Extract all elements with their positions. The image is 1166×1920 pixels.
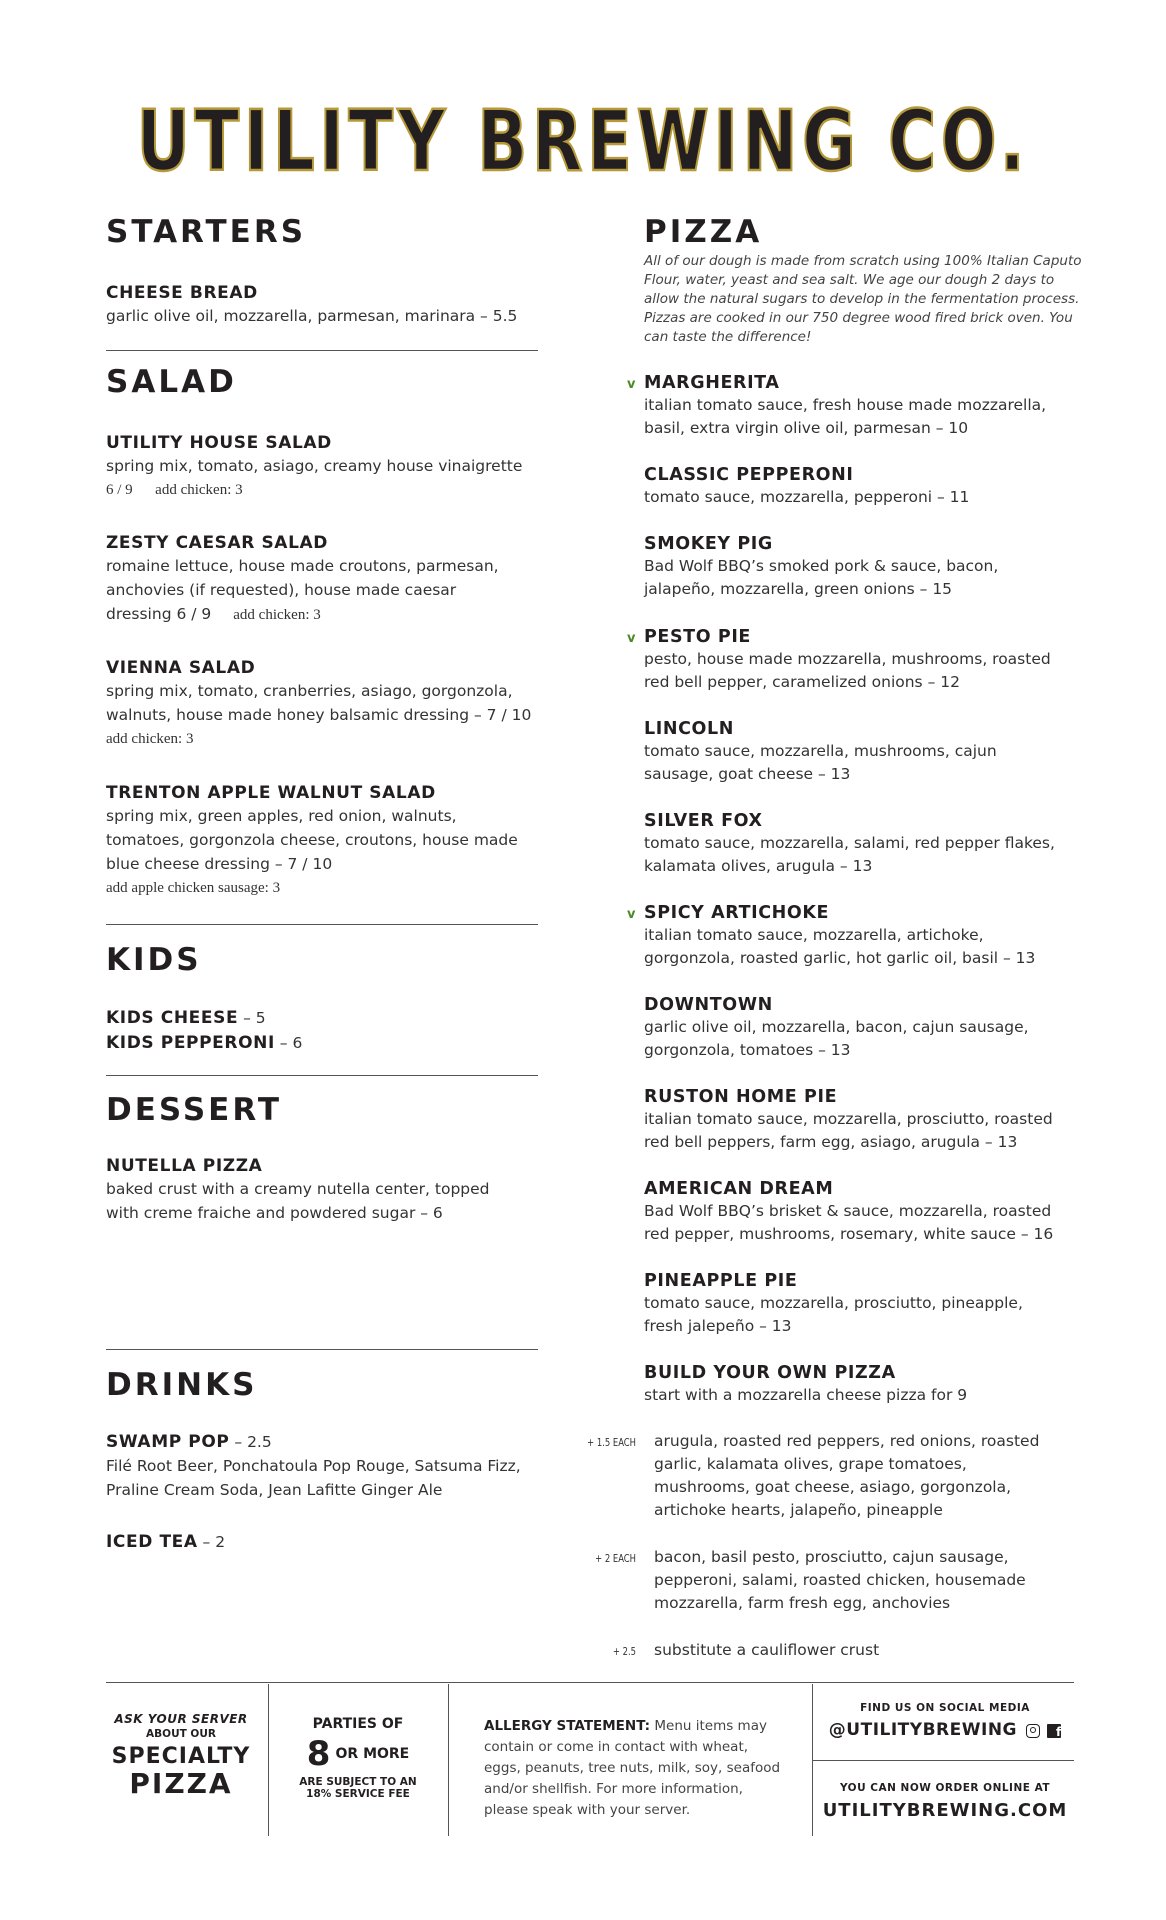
item-desc: jalapeño, mozzarella, green onions – 15 [644, 580, 953, 598]
brand-logo: UTILITY BREWING CO. [136, 92, 1030, 190]
addon-price-label: + 2.5 [612, 1645, 636, 1658]
pizza-item-margherita [644, 372, 1084, 440]
online-label: YOU CAN NOW ORDER ONLINE AT [839, 1782, 1051, 1794]
item-name: LINCOLN [644, 719, 735, 739]
social-media-block [820, 1702, 1070, 1740]
item-name: BUILD YOUR OWN PIZZA [644, 1363, 896, 1383]
pizza-item-classic-pepperoni [644, 464, 1084, 509]
allergy-line: Menu items may [650, 1718, 767, 1734]
vegetarian-icon: v [627, 631, 636, 646]
social-handle[interactable]: @UTILITYBREWING [828, 1720, 1018, 1740]
addon-line: arugula, roasted red peppers, red onions, roasted [654, 1432, 1040, 1450]
item-desc: walnuts, house made honey balsamic dressing – 7 / 10 [106, 706, 532, 724]
menu-item-utility-house-salad [106, 432, 546, 502]
item-desc: tomato sauce, mozzarella, prosciutto, pineapple, [644, 1294, 1023, 1312]
menu-item-kids-cheese [106, 1006, 546, 1030]
item-desc: blue cheese dressing – 7 / 10 [106, 855, 333, 873]
intro-line: Pizzas are cooked in our 750 degree wood fired brick oven. You [644, 310, 1073, 326]
intro-line: Flour, water, yeast and sea salt. We age our dough 2 days to [644, 272, 1055, 288]
item-desc: dressing 6 / 9 [106, 605, 212, 623]
item-name: TRENTON APPLE WALNUT SALAD [106, 783, 436, 803]
item-name: SILVER FOX [644, 811, 763, 831]
footer-separator [448, 1684, 449, 1836]
item-desc: garlic olive oil, mozzarella, parmesan, marinara – 5.5 [106, 307, 518, 325]
item-desc: tomato sauce, mozzarella, salami, red pepper flakes, [644, 834, 1055, 852]
item-desc: Bad Wolf BBQ’s smoked pork & sauce, bacon, [644, 557, 999, 575]
addon-list [654, 1546, 1074, 1615]
item-desc: fresh jalepeño – 13 [644, 1317, 792, 1335]
pizza-item-pesto-pie [644, 626, 1084, 694]
item-desc: romaine lettuce, house made croutons, parmesan, [106, 557, 499, 575]
item-price: – 2 [197, 1533, 226, 1551]
addon-line: artichoke hearts, jalapeño, pineapple [654, 1501, 943, 1519]
pizza-item-build-your-own [644, 1362, 1084, 1407]
item-name: KIDS CHEESE [106, 1008, 239, 1028]
menu-item-vienna-salad [106, 657, 546, 751]
item-desc: kalamata olives, arugula – 13 [644, 857, 873, 875]
divider [106, 924, 538, 925]
item-name: CLASSIC PEPPERONI [644, 465, 854, 485]
instagram-icon[interactable] [1026, 1724, 1040, 1738]
section-title-kids: KIDS [106, 942, 202, 978]
item-name: PESTO PIE [644, 627, 751, 647]
specialty-pizza-callout [106, 1712, 256, 1799]
item-name: ICED TEA [106, 1532, 198, 1552]
allergy-line: please speak with your server. [484, 1802, 691, 1818]
item-name: KIDS PEPPERONI [106, 1033, 275, 1053]
item-name: VIENNA SALAD [106, 658, 256, 678]
addon-line: substitute a cauliflower crust [654, 1641, 880, 1659]
item-name: ZESTY CAESAR SALAD [106, 533, 328, 553]
online-order-block [820, 1782, 1070, 1821]
item-desc: Bad Wolf BBQ’s brisket & sauce, mozzarella, roasted [644, 1202, 1052, 1220]
divider [106, 350, 538, 351]
vegetarian-icon: v [627, 907, 636, 922]
item-desc: gorgonzola, tomatoes – 13 [644, 1041, 851, 1059]
item-desc: Filé Root Beer, Ponchatoula Pop Rouge, Satsuma Fizz, [106, 1457, 521, 1475]
addon-price-label: + 1.5 EACH [587, 1436, 636, 1449]
party-size-number: 8 [306, 1734, 331, 1774]
menu-item-trenton-apple-walnut-salad [106, 782, 546, 900]
notice-line: 18% SERVICE FEE [306, 1788, 410, 1800]
item-name: UTILITY HOUSE SALAD [106, 433, 332, 453]
item-note: 6 / 9 add chicken: 3 [106, 482, 243, 498]
addon-line: mozzarella, farm fresh egg, anchovies [654, 1594, 951, 1612]
item-name: RUSTON HOME PIE [644, 1087, 838, 1107]
item-name: SPICY ARTICHOKE [644, 903, 830, 923]
item-desc: spring mix, green apples, red onion, walnuts, [106, 807, 457, 825]
item-note: add chicken: 3 [106, 731, 194, 747]
item-desc: italian tomato sauce, fresh house made mozzarella, [644, 396, 1047, 414]
item-desc: start with a mozzarella cheese pizza for 9 [644, 1386, 968, 1404]
callout-line: ASK YOUR SERVER [114, 1712, 248, 1726]
addon-price-label: + 2 EACH [595, 1552, 636, 1565]
vegetarian-icon: v [627, 377, 636, 392]
intro-line: All of our dough is made from scratch using 100% Italian Caputo [644, 253, 1082, 269]
menu-item-nutella-pizza [106, 1155, 546, 1225]
item-desc: baked crust with a creamy nutella center, topped [106, 1180, 490, 1198]
facebook-icon[interactable]: f [1047, 1724, 1061, 1738]
callout-line: ABOUT OUR [146, 1728, 216, 1740]
section-title-salad: SALAD [106, 364, 237, 400]
divider [106, 1349, 538, 1350]
section-title-drinks: DRINKS [106, 1367, 258, 1403]
pizza-item-silver-fox [644, 810, 1084, 878]
item-desc: anchovies (if requested), house made caesar [106, 581, 457, 599]
pizza-item-smokey-pig [644, 533, 1084, 601]
pizza-item-lincoln [644, 718, 1084, 786]
section-title-pizza: PIZZA [644, 214, 763, 250]
pizza-item-downtown [644, 994, 1084, 1062]
divider [106, 1075, 538, 1076]
menu-item-cheese-bread [106, 282, 546, 328]
pizza-item-spicy-artichoke [644, 902, 1084, 970]
website-link[interactable]: UTILITYBREWING.COM [822, 1800, 1068, 1821]
addon-list [654, 1430, 1074, 1522]
item-price: – 2.5 [229, 1433, 272, 1451]
menu-item-iced-tea [106, 1530, 546, 1554]
item-desc: italian tomato sauce, mozzarella, prosciutto, roasted [644, 1110, 1053, 1128]
intro-line: can taste the difference! [644, 329, 812, 345]
addon-line: bacon, basil pesto, prosciutto, cajun sausage, [654, 1548, 1009, 1566]
pizza-item-american-dream [644, 1178, 1084, 1246]
menu-item-swamp-pop [106, 1430, 546, 1502]
notice-line: OR MORE [335, 1746, 410, 1762]
item-name: SWAMP POP [106, 1432, 230, 1452]
footer-separator [268, 1684, 269, 1836]
item-desc: gorgonzola, roasted garlic, hot garlic oil, basil – 13 [644, 949, 1036, 967]
item-desc: sausage, goat cheese – 13 [644, 765, 851, 783]
service-fee-notice [280, 1716, 436, 1800]
pizza-intro [644, 252, 1084, 347]
addon-line: mushrooms, goat cheese, asiago, gorgonzola, [654, 1478, 1012, 1496]
item-desc: garlic olive oil, mozzarella, bacon, cajun sausage, [644, 1018, 1029, 1036]
item-desc: pesto, house made mozzarella, mushrooms, roasted [644, 650, 1051, 668]
footer-divider [812, 1760, 1074, 1761]
item-desc: red bell pepper, caramelized onions – 12 [644, 673, 960, 691]
allergy-line: and/or shellfish. For more information, [484, 1781, 743, 1797]
notice-line: ARE SUBJECT TO AN [299, 1776, 417, 1788]
callout-line: SPECIALTY [111, 1744, 251, 1769]
addon-line: pepperoni, salami, roasted chicken, housemade [654, 1571, 1026, 1589]
item-name: DOWNTOWN [644, 995, 773, 1015]
menu-item-zesty-caesar-salad [106, 532, 546, 627]
pizza-item-pineapple-pie [644, 1270, 1084, 1338]
item-name: PINEAPPLE PIE [644, 1271, 798, 1291]
item-name: NUTELLA PIZZA [106, 1156, 263, 1176]
item-name: AMERICAN DREAM [644, 1179, 834, 1199]
item-desc: spring mix, tomato, cranberries, asiago, gorgonzola, [106, 682, 513, 700]
item-note: add apple chicken sausage: 3 [106, 880, 281, 896]
item-desc: red bell peppers, farm egg, asiago, arugula – 13 [644, 1133, 1018, 1151]
notice-line: PARTIES OF [312, 1716, 404, 1732]
section-title-starters: STARTERS [106, 214, 307, 250]
item-desc: italian tomato sauce, mozzarella, artichoke, [644, 926, 984, 944]
item-note: add chicken: 3 [233, 607, 321, 623]
item-desc: basil, extra virgin olive oil, parmesan – 10 [644, 419, 969, 437]
callout-line: PIZZA [129, 1767, 233, 1800]
item-desc: red pepper, mushrooms, rosemary, white sauce – 16 [644, 1225, 1054, 1243]
addon-list [654, 1639, 1074, 1662]
allergy-statement [484, 1716, 802, 1821]
addon-line: garlic, kalamata olives, grape tomatoes, [654, 1455, 967, 1473]
item-desc: tomatoes, gorgonzola cheese, croutons, house made [106, 831, 518, 849]
allergy-line: eggs, peanuts, tree nuts, milk, soy, seafood [484, 1760, 781, 1776]
item-desc: with creme fraiche and powdered sugar – 6 [106, 1204, 443, 1222]
item-name: SMOKEY PIG [644, 534, 773, 554]
item-desc: spring mix, tomato, asiago, creamy house vinaigrette [106, 457, 523, 475]
item-name: CHEESE BREAD [106, 283, 258, 303]
item-desc: tomato sauce, mozzarella, pepperoni – 11 [644, 488, 970, 506]
item-price: – 5 [238, 1009, 266, 1027]
allergy-label: ALLERGY STATEMENT: [484, 1718, 651, 1734]
allergy-line: contain or come in contact with wheat, [484, 1739, 749, 1755]
menu-item-kids-pepperoni [106, 1031, 546, 1055]
social-label: FIND US ON SOCIAL MEDIA [860, 1702, 1030, 1714]
item-desc: Praline Cream Soda, Jean Lafitte Ginger Ale [106, 1481, 443, 1499]
item-price: – 6 [274, 1034, 303, 1052]
item-name: MARGHERITA [644, 373, 780, 393]
intro-line: allow the natural sugars to develop in the fermentation process. [644, 291, 1080, 307]
section-title-dessert: DESSERT [106, 1092, 282, 1128]
pizza-item-ruston-home-pie [644, 1086, 1084, 1154]
item-desc: tomato sauce, mozzarella, mushrooms, cajun [644, 742, 997, 760]
footer-divider [106, 1682, 1074, 1683]
